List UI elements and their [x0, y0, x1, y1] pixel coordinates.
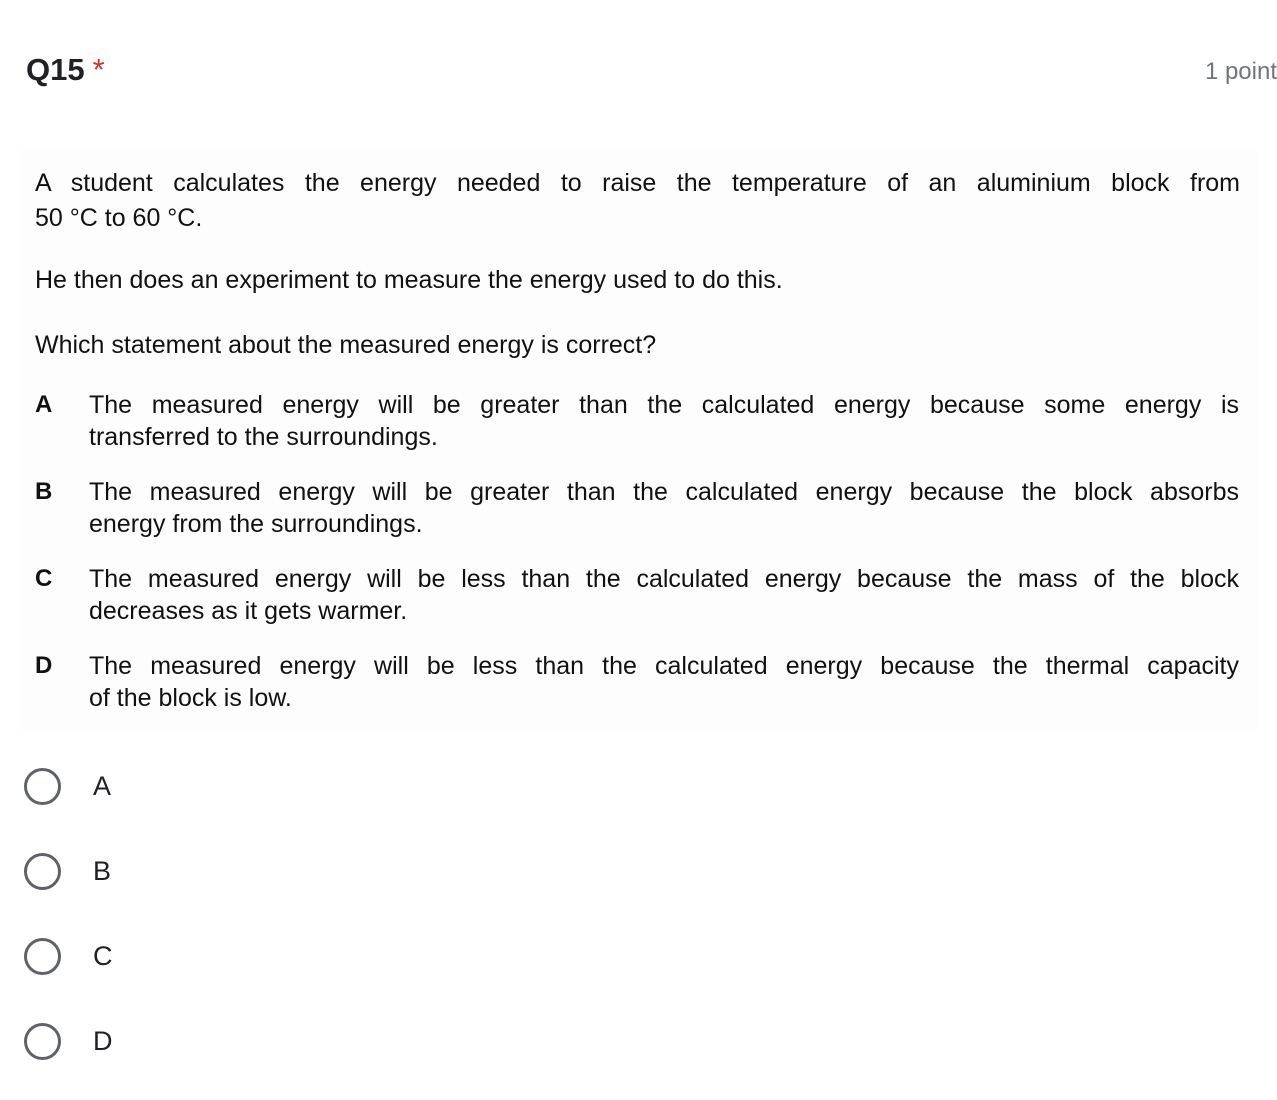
required-asterisk: * [92, 52, 105, 87]
option-text-line-1: The measured energy will be greater than the calculated energy because the block absorbs [89, 478, 1239, 506]
option-text-line-1: The measured energy will be less than the calculated energy because the thermal capacity [89, 652, 1239, 680]
question-prompt: Which statement about the measured energy is correct? [35, 331, 657, 359]
question-stem-line-2: 50 °C to 60 °C. [35, 204, 203, 232]
option-text-line-2: transferred to the surroundings. [89, 423, 438, 451]
choice-b[interactable] [24, 853, 424, 897]
choice-d[interactable] [24, 1023, 424, 1067]
option-text-line-2: decreases as it gets warmer. [89, 597, 408, 625]
question-stem-line-1: A student calculates the energy needed to raise the temperature of an aluminium block from [35, 169, 1240, 197]
question-points: 1 point [1204, 58, 1277, 85]
choice-label[interactable]: D [93, 1026, 113, 1056]
question-title [26, 50, 105, 90]
option-text-line-2: of the block is low. [89, 684, 292, 712]
choice-label[interactable]: A [93, 771, 112, 801]
option-letter: B [35, 478, 53, 505]
question-stem-paragraph-2: He then does an experiment to measure the energy used to do this. [35, 266, 783, 294]
radio-button[interactable] [24, 853, 61, 890]
choice-a[interactable] [24, 768, 424, 812]
choice-label[interactable]: C [93, 941, 113, 971]
option-text-line-2: energy from the surroundings. [89, 510, 423, 538]
radio-button[interactable] [24, 768, 61, 805]
choice-label[interactable]: B [93, 856, 112, 886]
radio-button[interactable] [24, 1023, 61, 1060]
option-letter: C [35, 565, 53, 592]
option-letter: A [35, 391, 53, 418]
option-text-line-1: The measured energy will be less than the calculated energy because the mass of the block [89, 565, 1239, 593]
choice-c[interactable] [24, 938, 424, 982]
option-text-line-1: The measured energy will be greater than the calculated energy because some energy is [89, 391, 1239, 419]
question-header [0, 0, 1277, 130]
question-number: Q15 [26, 52, 85, 87]
option-letter: D [35, 652, 53, 679]
radio-button[interactable] [24, 938, 61, 975]
question-image [20, 150, 1257, 730]
